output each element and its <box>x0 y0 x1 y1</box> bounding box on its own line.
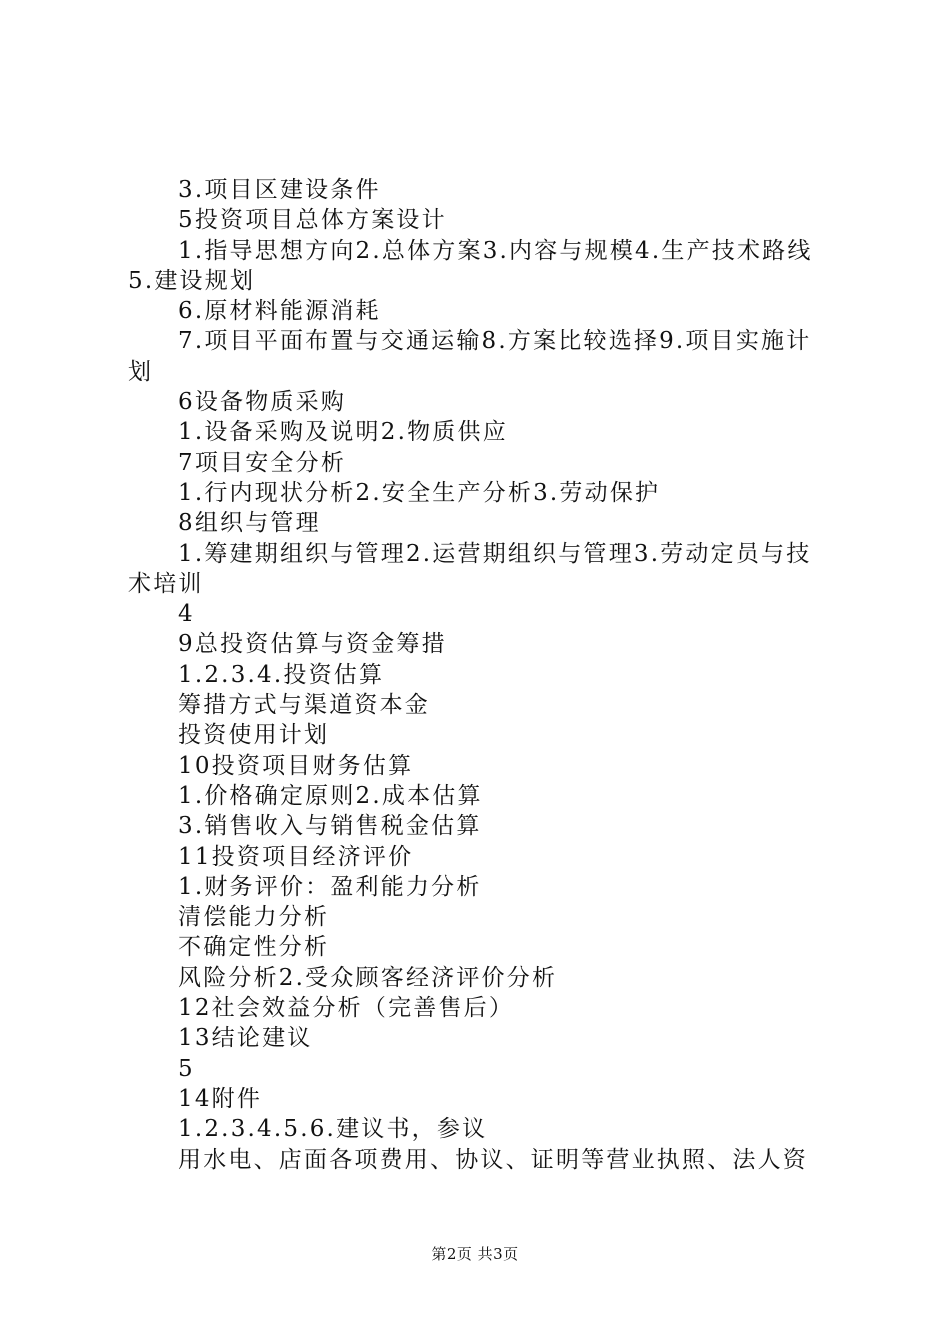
text-line-28: 14附件 <box>178 1085 263 1112</box>
text-line-10: 8组织与管理 <box>178 510 321 537</box>
text-line-24: 风险分析2.受众顾客经济评价分析 <box>178 964 558 991</box>
text-line-19: 3.销售收入与销售税金估算 <box>178 813 482 840</box>
text-line-4: 6.原材料能源消耗 <box>178 298 381 325</box>
text-line-9: 1.行内现状分析2.安全生产分析3.劳动保护 <box>178 479 661 506</box>
text-line-5: 7.项目平面布置与交通运输8.方案比较选择9.项目实施计划 <box>128 328 812 385</box>
text-line-7: 1.设备采购及说明2.物质供应 <box>178 419 508 446</box>
text-line-20: 11投资项目经济评价 <box>178 843 414 870</box>
page-number-footer: 第2页 共3页 <box>431 1245 519 1263</box>
text-line-8: 7项目安全分析 <box>178 449 347 476</box>
text-line-17: 10投资项目财务估算 <box>178 752 414 779</box>
text-line-14: 1.2.3.4.投资估算 <box>178 661 385 688</box>
text-line-3: 1.指导思想方向2.总体方案3.内容与规模4.生产技术路线5.建设规划 <box>128 237 813 294</box>
document-body <box>128 175 832 1175</box>
text-line-22: 清偿能力分析 <box>178 904 330 931</box>
text-line-6: 6设备物质采购 <box>178 389 347 416</box>
text-line-25: 12社会效益分析（完善售后） <box>178 995 515 1022</box>
text-line-27: 5 <box>178 1055 195 1082</box>
text-line-11: 1.筹建期组织与管理2.运营期组织与管理3.劳动定员与技术培训 <box>128 540 812 597</box>
text-line-12: 4 <box>178 601 195 628</box>
text-line-29: 1.2.3.4.5.6.建议书，参议 <box>178 1116 488 1143</box>
text-line-21: 1.财务评价：盈利能力分析 <box>178 873 482 900</box>
text-line-30: 用水电、店面各项费用、协议、证明等营业执照、法人资 <box>178 1146 808 1173</box>
text-line-15: 筹措方式与渠道资本金 <box>178 692 430 719</box>
text-line-1: 3.项目区建设条件 <box>178 177 381 203</box>
text-line-2: 5投资项目总体方案设计 <box>178 207 447 234</box>
text-line-13: 9总投资估算与资金筹措 <box>178 631 447 658</box>
text-line-26: 13结论建议 <box>178 1025 313 1052</box>
text-line-16: 投资使用计划 <box>178 722 330 749</box>
text-line-18: 1.价格确定原则2.成本估算 <box>178 782 483 809</box>
text-line-23: 不确定性分析 <box>178 934 330 961</box>
